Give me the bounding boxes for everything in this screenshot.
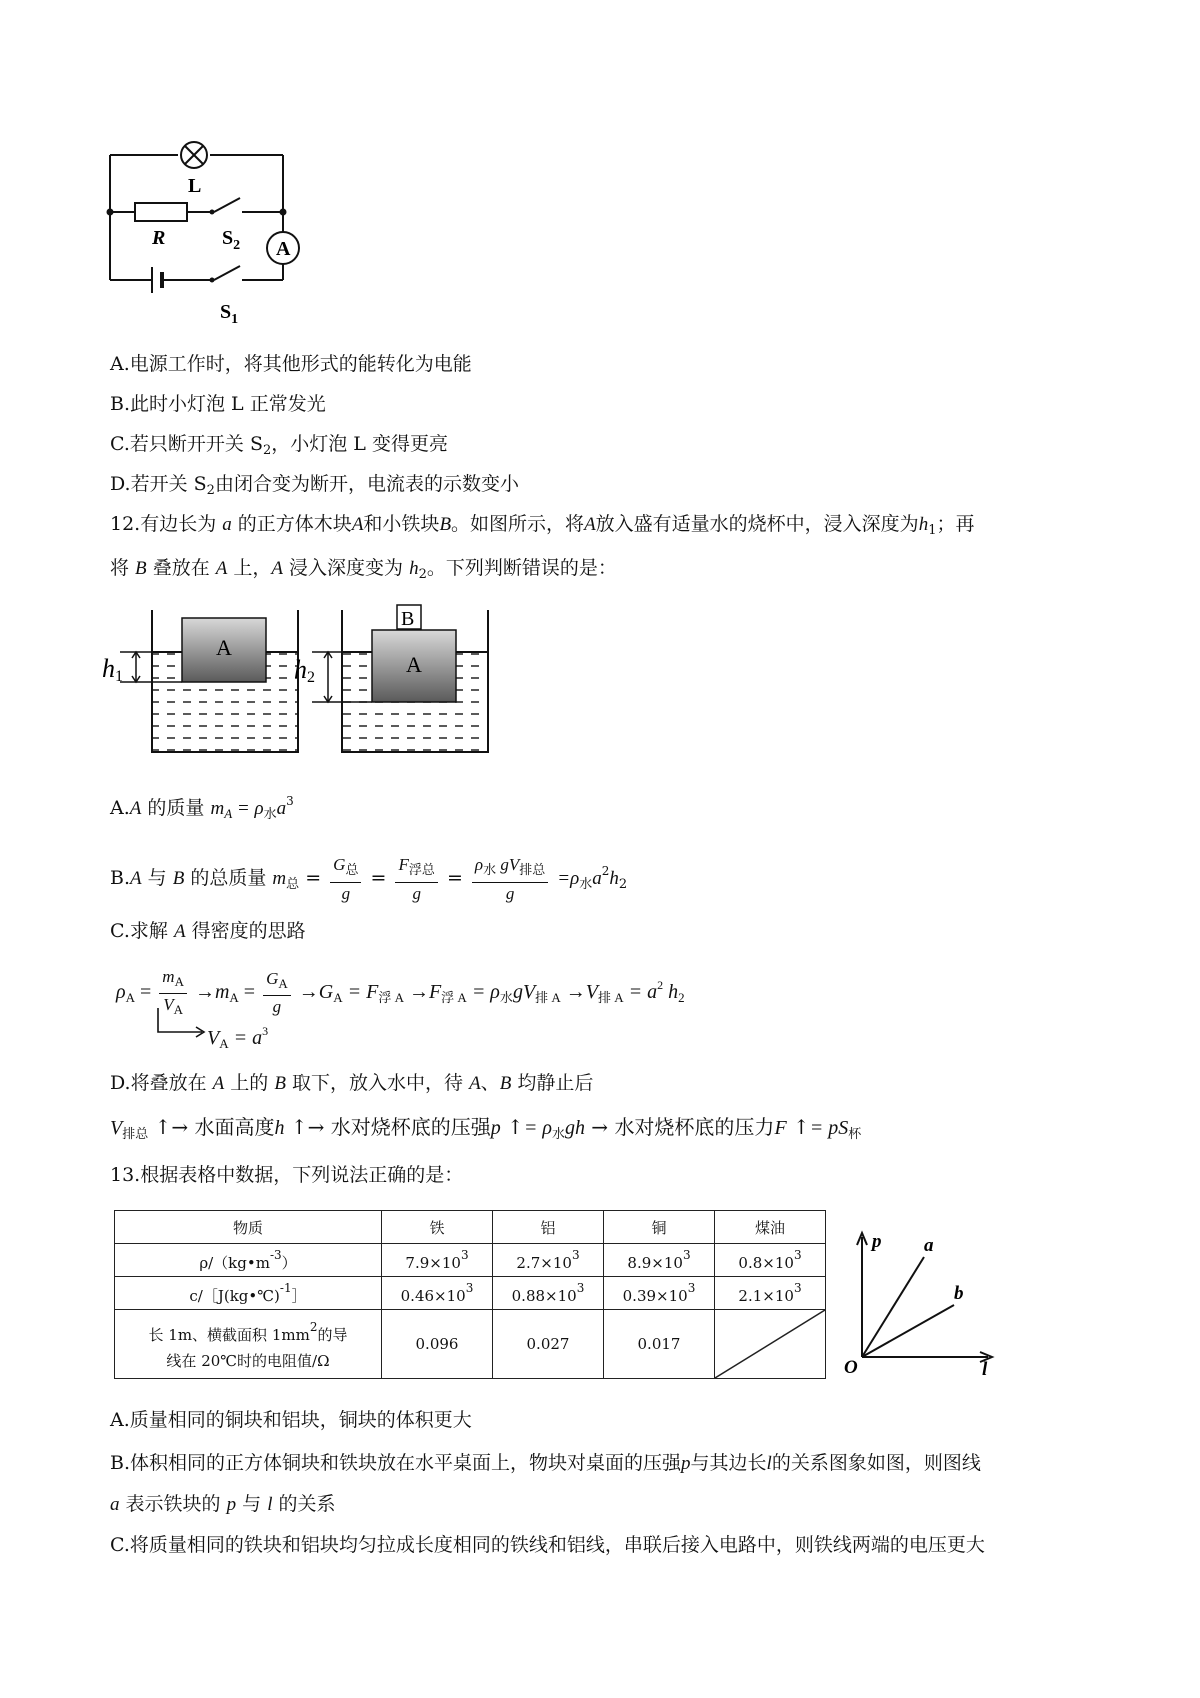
h2-label: h	[294, 655, 307, 684]
lamp-label: L	[188, 175, 202, 197]
material-table	[114, 1210, 826, 1379]
switch1-label: S	[220, 301, 232, 323]
q12-option-d-chain: $V_{排总}$ ↑→ 水面高度h ↑→ 水对烧杯底的压强p ↑= $\rho_水gh$ → 水对烧杯底的压力F ↑= $pS_杯$	[110, 1115, 862, 1142]
block-a-label: A	[216, 635, 232, 660]
table-row: $\rho/(kg•m^{-3})$ $7.9\times 10^3$ $2.7\times 10^3$ $8.9\times 10^3$ $0.8\times 10^3$	[115, 1244, 826, 1277]
block-a2-label: A	[406, 652, 422, 677]
circuit-diagram	[100, 140, 330, 340]
q13-option-b-line1: B.体积相同的正方体铜块和铁块放在水平桌面上，物块对桌面的压强p与其边长l的关系图象如图，则图线	[110, 1452, 981, 1474]
q12-stem-line2: 将 B 叠放在 A 上，A 浸入深度变为 $h_2$。下列判断错误的是：	[110, 557, 617, 582]
q13-stem: 13.根据表格中数据，下列说法正确的是：	[110, 1164, 464, 1186]
svg-text:h1: h1	[102, 654, 123, 685]
beaker-figure	[100, 600, 530, 760]
graph-origin-label: O	[844, 1357, 858, 1375]
table-row: 物质 铁 铝 铜 煤油	[115, 1211, 826, 1244]
q12-option-c-formula: $\rho_A$ = $\frac{m_A}{V_A}$ $\to m_A$ = $\frac{G_A}{g}$ $\to G_A = F_{浮 A} \to F_{浮 A} = \rho_水gV_{排 A} \to V_{排 A} = a^2$ $h_2$	[116, 966, 685, 1017]
h1-label: h	[102, 654, 115, 683]
q11-option-b: B.此时小灯泡 L 正常发光	[110, 393, 326, 415]
branch-arrow	[150, 1008, 210, 1042]
resistor-label: R	[152, 227, 166, 249]
ammeter-label: A	[276, 238, 291, 260]
pressure-length-graph	[840, 1225, 1000, 1375]
q11-option-d: D.若开关 $S_2$由闭合变为断开，电流表的示数变小	[110, 473, 519, 498]
q12-option-d: D.将叠放在 A 上的 B 取下，放入水中，待 A、B 均静止后	[110, 1072, 594, 1094]
svg-text:h2: h2	[294, 655, 315, 686]
table-row: 长 1m、横截面积 $1mm^2$的导 线在 20℃时的电阻值/Ω 0.096 0.027 0.017	[115, 1310, 826, 1379]
q12-option-a: A.A 的质量 $m_A = \rho_水a^3$	[110, 794, 294, 822]
q11-option-c: C.若只断开开关 $S_2$，小灯泡 L 变得更亮	[110, 433, 448, 458]
graph-line-a-label: a	[924, 1235, 934, 1256]
graph-x-label: l	[982, 1359, 988, 1375]
q13-option-c: C.将质量相同的铁块和铝块均匀拉成长度相同的铁线和铝线，串联后接入电路中，则铁线两端的电压更大	[110, 1534, 985, 1556]
q12-option-b: B.A 与 B 的总质量 $m_总$ = $\frac{G_总}{g}$ = $\frac{F_{浮总}}{g}$ = $\frac{\rho_水 gV_{排总}}{g}$ $=\rho_水a^2h_2$	[110, 854, 628, 903]
block-b-label: B	[401, 608, 415, 630]
graph-y-label: p	[872, 1231, 882, 1252]
q13-option-a: A.质量相同的铜块和铝块，铜块的体积更大	[110, 1409, 472, 1431]
q12-option-c: C.求解 A 得密度的思路	[110, 920, 306, 942]
graph-line-b-label: b	[954, 1283, 964, 1304]
svg-text:S1: $S_1$	[220, 301, 239, 327]
q11-option-a: A.电源工作时，将其他形式的能转化为电能	[110, 353, 472, 375]
switch2-label: S	[222, 227, 234, 249]
svg-text:S2: $S_2$	[222, 227, 241, 253]
branch-formula: $V_A = a^3$	[207, 1024, 269, 1051]
diagonal-cell	[715, 1310, 826, 1379]
table-row: c/［J(kg•℃)$^{-1}$］ $0.46\times 10^3$ $0.88\times 10^3$ $0.39\times 10^3$ $2.1\times 10^3$	[115, 1277, 826, 1310]
q13-option-b-line2: a 表示铁块的 p 与 l 的关系	[110, 1493, 336, 1515]
q12-stem-line1: 12.有边长为 a 的正方体木块A和小铁块B。如图所示，将A放入盛有适量水的烧杯中，浸入深度为$h_1$；再	[110, 513, 975, 538]
